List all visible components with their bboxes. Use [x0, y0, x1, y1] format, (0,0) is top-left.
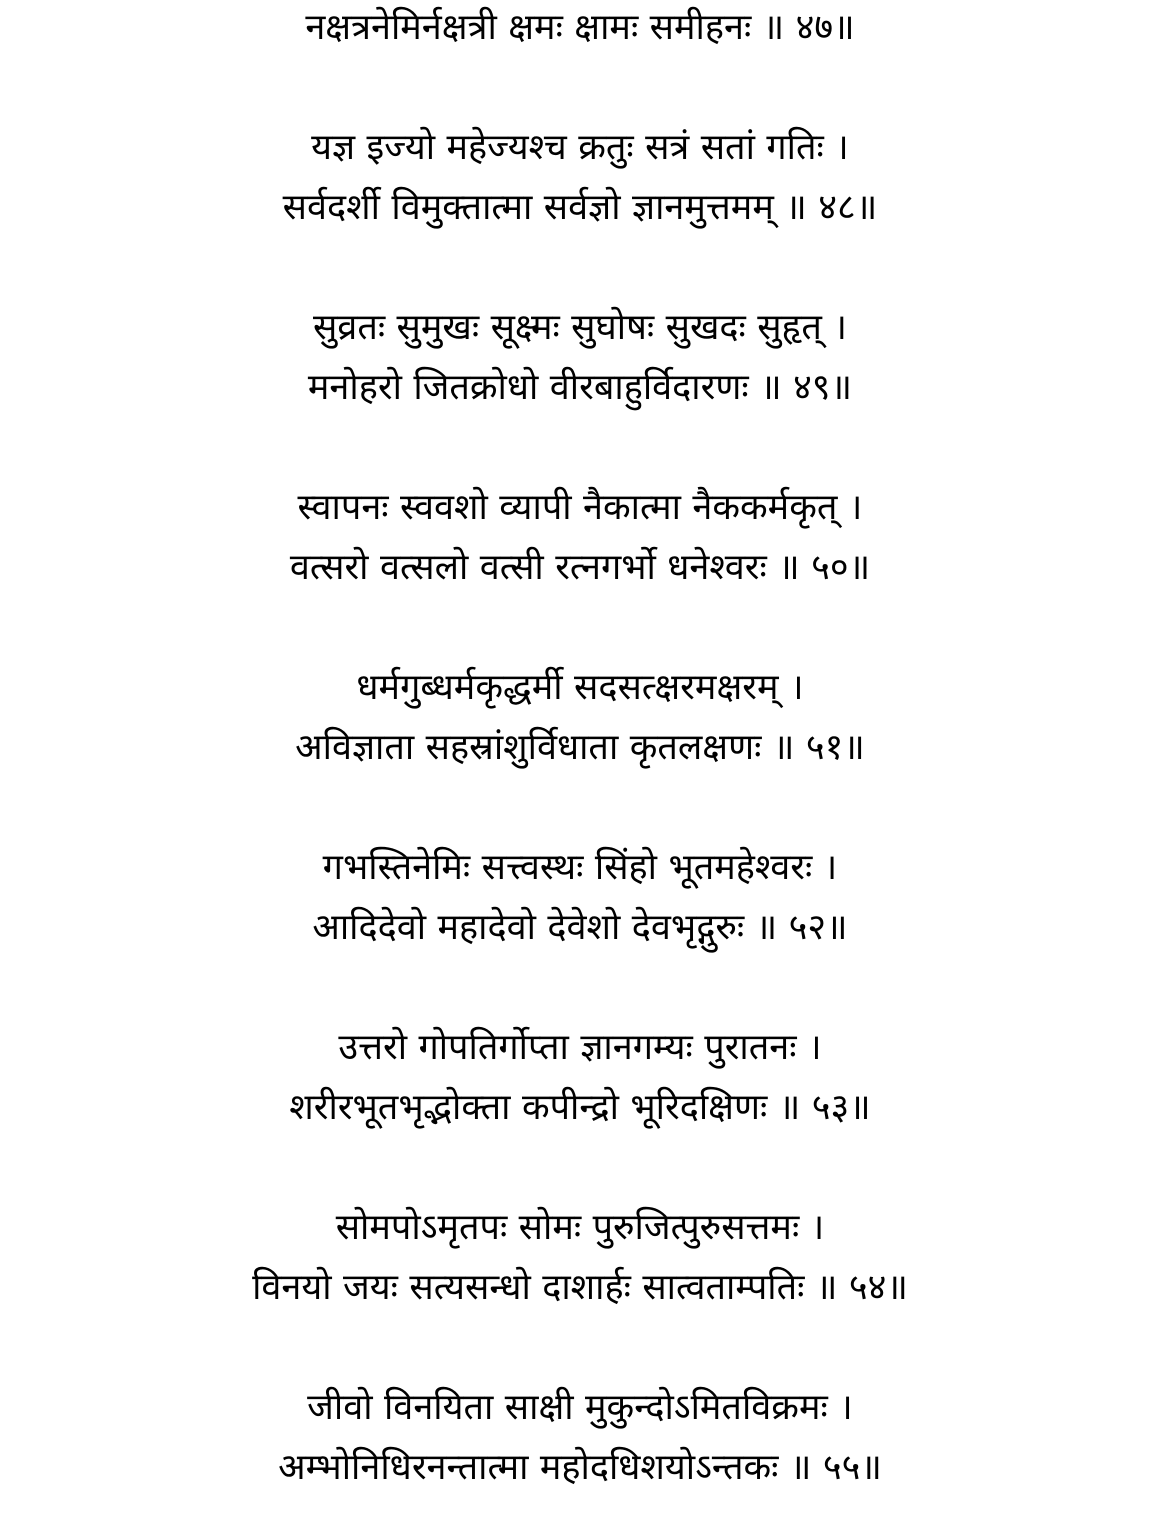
verse-51-line-1: धर्मगुब्धर्मकृद्धर्मी सदसत्क्षरमक्षरम् । [356, 667, 804, 708]
verse-55-line-1: जीवो विनयिता साक्षी मुकुन्दोऽमितविक्रमः । [307, 1387, 853, 1428]
verse-50-line-1: स्वापनः स्ववशो व्यापी नैकात्मा नैककर्मकृत् । [297, 487, 863, 528]
verse-49-line-1: सुव्रतः सुमुखः सूक्ष्मः सुघोषः सुखदः सुहृत् । [312, 307, 848, 348]
verse-48-line-1: यज्ञ इज्यो महेज्यश्च क्रतुः सत्रं सतां गतिः । [311, 127, 849, 168]
verse-49-line-2: मनोहरो जितक्रोधो वीरबाहुर्विदारणः ॥ ४९॥ [307, 367, 853, 408]
verse-51-line-2: अविज्ञाता सहस्रांशुर्विधाता कृतलक्षणः ॥ ५१॥ [295, 727, 865, 768]
verse-47-line-2: नक्षत्रनेमिर्नक्षत्री क्षमः क्षामः समीहनः ॥ ४७॥ [305, 7, 855, 48]
verse-52-line-2: आदिदेवो महादेवो देवेशो देवभृद्गुरुः ॥ ५२॥ [312, 907, 848, 948]
verse-55-line-2: अम्भोनिधिरनन्तात्मा महोदधिशयोऽन्तकः ॥ ५५॥ [278, 1447, 882, 1488]
verse-54-line-2: विनयो जयः सत्यसन्धो दाशार्हः सात्वताम्पतिः ॥ ५४॥ [252, 1267, 908, 1308]
verse-53-line-2: शरीरभूतभृद्भोक्ता कपीन्द्रो भूरिदक्षिणः ॥ ५३॥ [289, 1087, 871, 1128]
verse-50-line-2: वत्सरो वत्सलो वत्सी रत्नगर्भो धनेश्वरः ॥ ५०॥ [289, 547, 871, 588]
verse-53-line-1: उत्तरो गोपतिर्गोप्ता ज्ञानगम्यः पुरातनः । [338, 1027, 822, 1068]
verse-48-line-2: सर्वदर्शी विमुक्तात्मा सर्वज्ञो ज्ञानमुत्तमम् ॥ ४८॥ [282, 187, 878, 228]
verse-52-line-1: गभस्तिनेमिः सत्त्वस्थः सिंहो भूतमहेश्वरः । [322, 847, 838, 888]
verse-54-line-1: सोमपोऽमृतपः सोमः पुरुजित्पुरुसत्तमः । [335, 1207, 825, 1248]
